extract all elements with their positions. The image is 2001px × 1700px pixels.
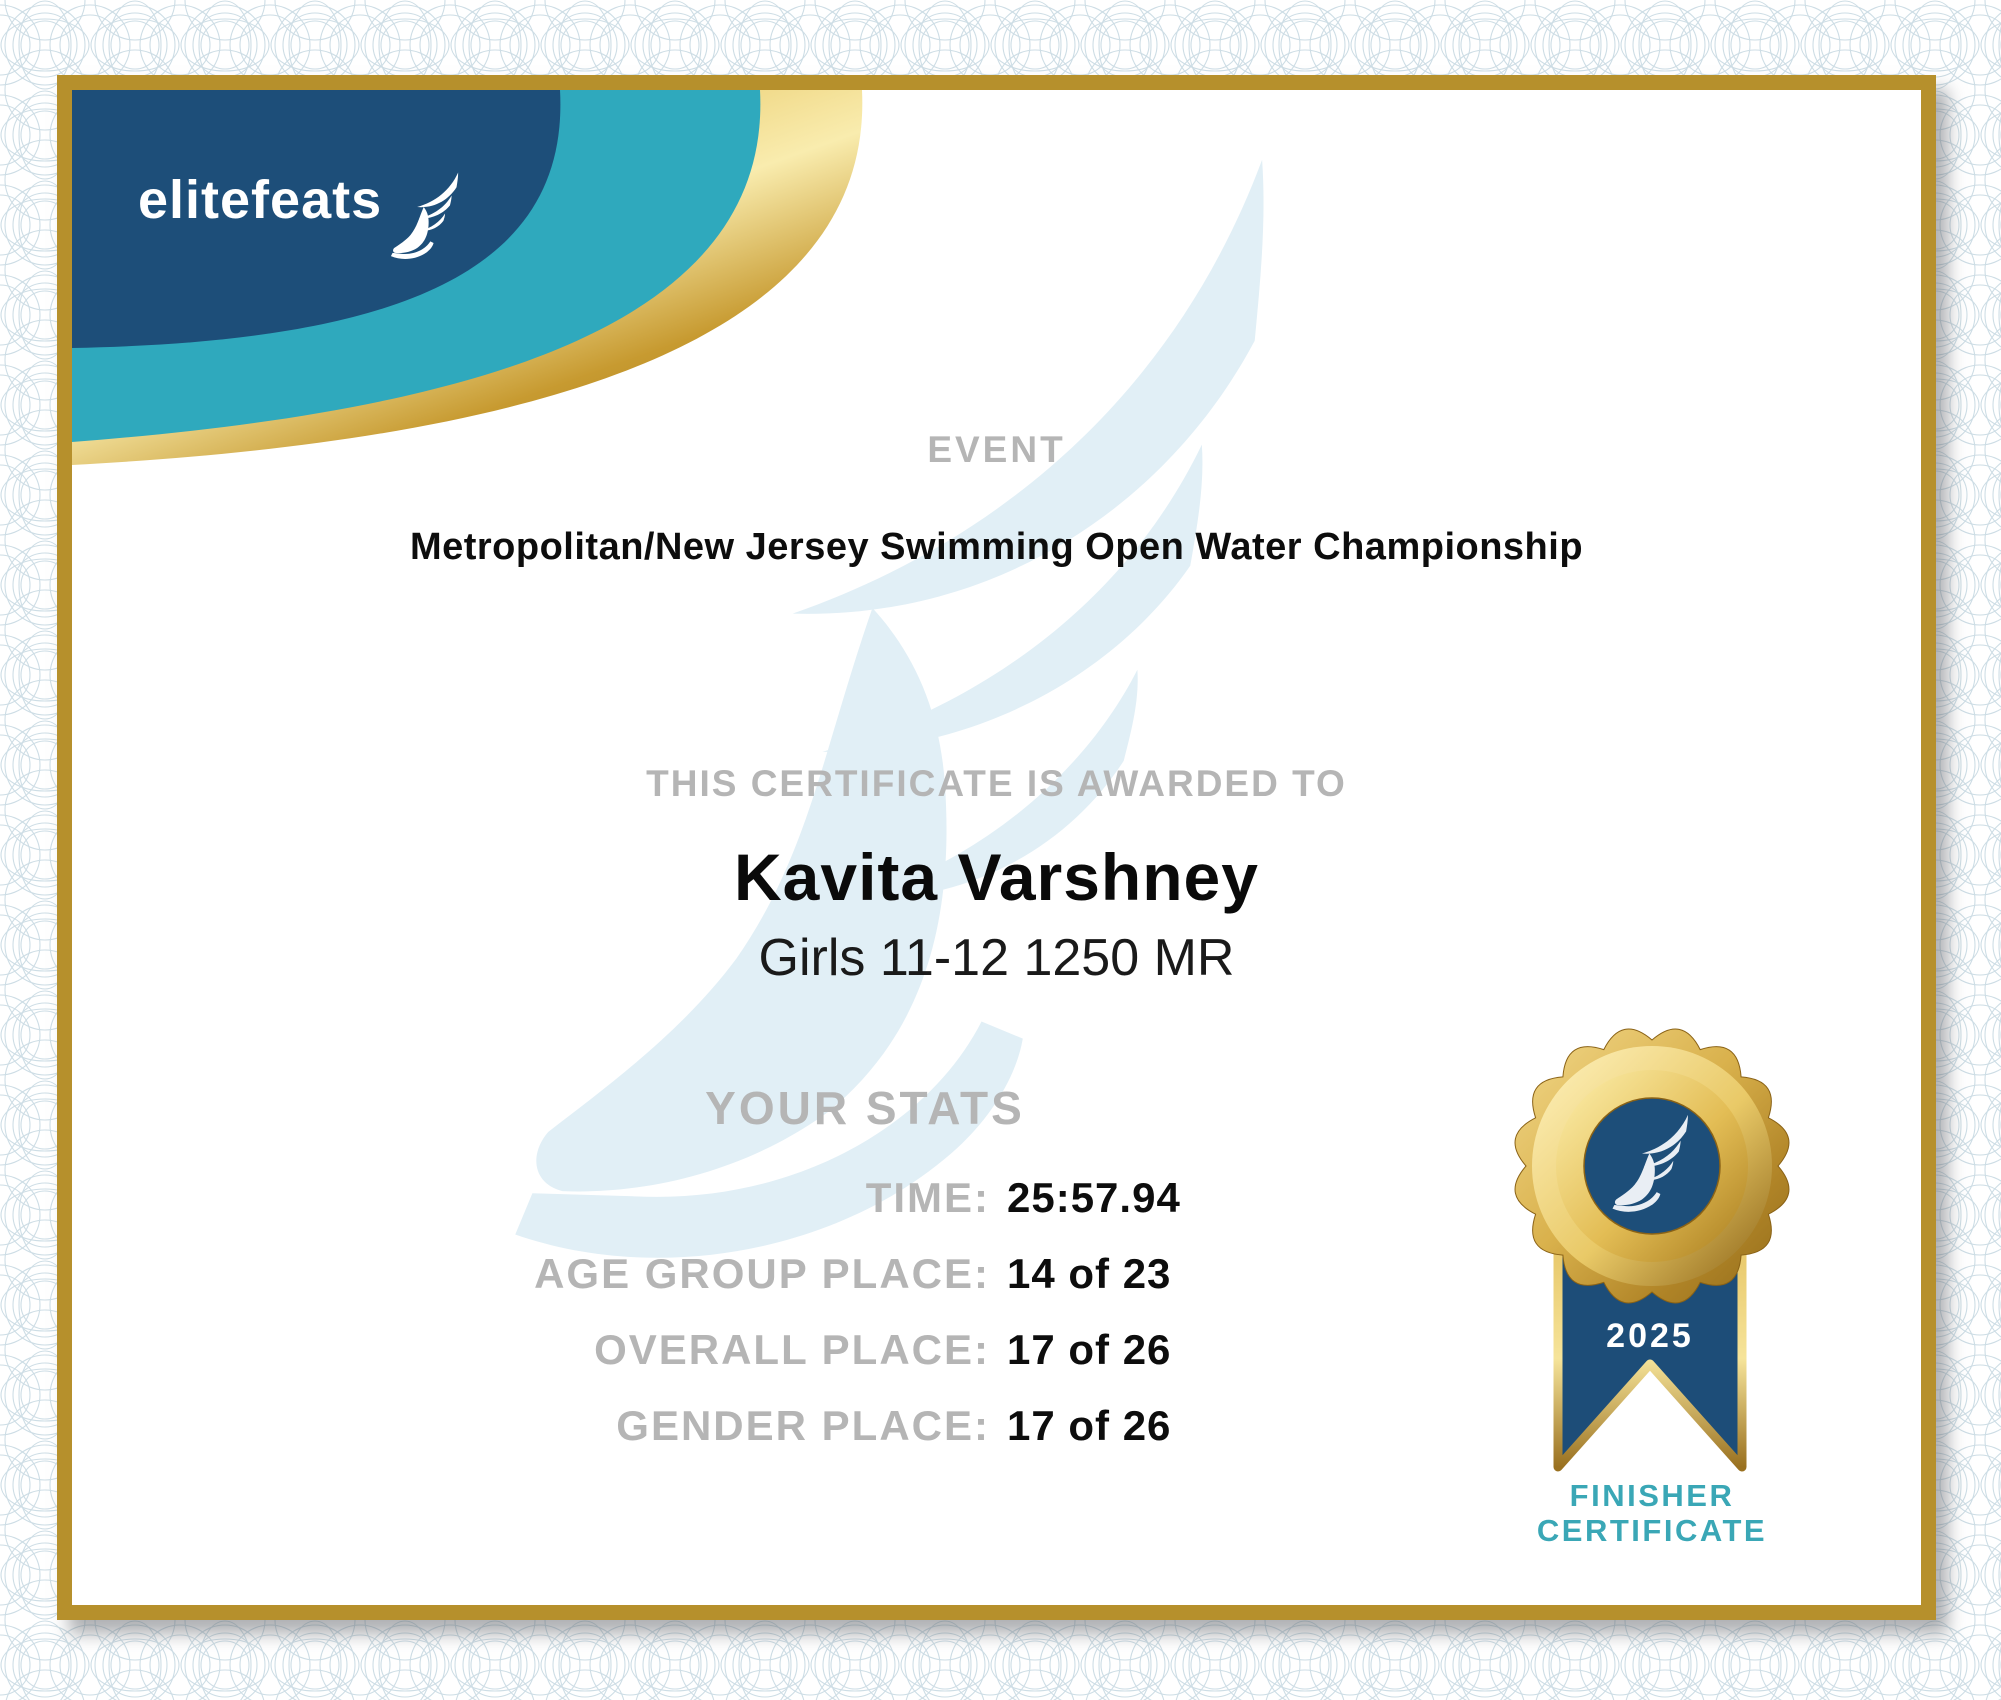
brand-logo — [138, 150, 468, 264]
recipient-name: Kavita Varshney — [734, 840, 1259, 914]
finisher-medal — [1480, 1005, 1825, 1480]
stats-list — [400, 1160, 1181, 1464]
brand-logo-text: elitefeats — [138, 170, 383, 230]
stat-label-gender-place: GENDER PLACE: — [616, 1402, 990, 1449]
stat-label-time: TIME: — [865, 1174, 990, 1221]
event-section-label: EVENT — [927, 429, 1066, 470]
medal-year: 2025 — [1606, 1317, 1694, 1355]
event-name: Metropolitan/New Jersey Swimming Open Water Championship — [409, 526, 1584, 568]
stat-value-gender-place: 17 of 26 — [1007, 1402, 1172, 1449]
stat-label-overall-place: OVERALL PLACE: — [594, 1326, 990, 1373]
stat-value-overall-place: 17 of 26 — [1007, 1326, 1172, 1373]
medal-caption-line1: FINISHER — [1569, 1478, 1735, 1513]
winged-foot-icon — [386, 168, 468, 264]
stats-section-label: YOUR STATS — [705, 1082, 1025, 1134]
stat-value-time: 25:57.94 — [1007, 1174, 1181, 1221]
medal-caption-line2: CERTIFICATE — [1536, 1513, 1768, 1548]
medal-caption — [1452, 1478, 1852, 1548]
stat-label-age-group-place: AGE GROUP PLACE: — [534, 1250, 990, 1297]
award-intro: THIS CERTIFICATE IS AWARDED TO — [646, 763, 1347, 804]
stat-value-age-group-place: 14 of 23 — [1007, 1250, 1172, 1297]
header-swoosh — [72, 90, 892, 470]
division-label: Girls 11-12 1250 MR — [758, 929, 1235, 987]
